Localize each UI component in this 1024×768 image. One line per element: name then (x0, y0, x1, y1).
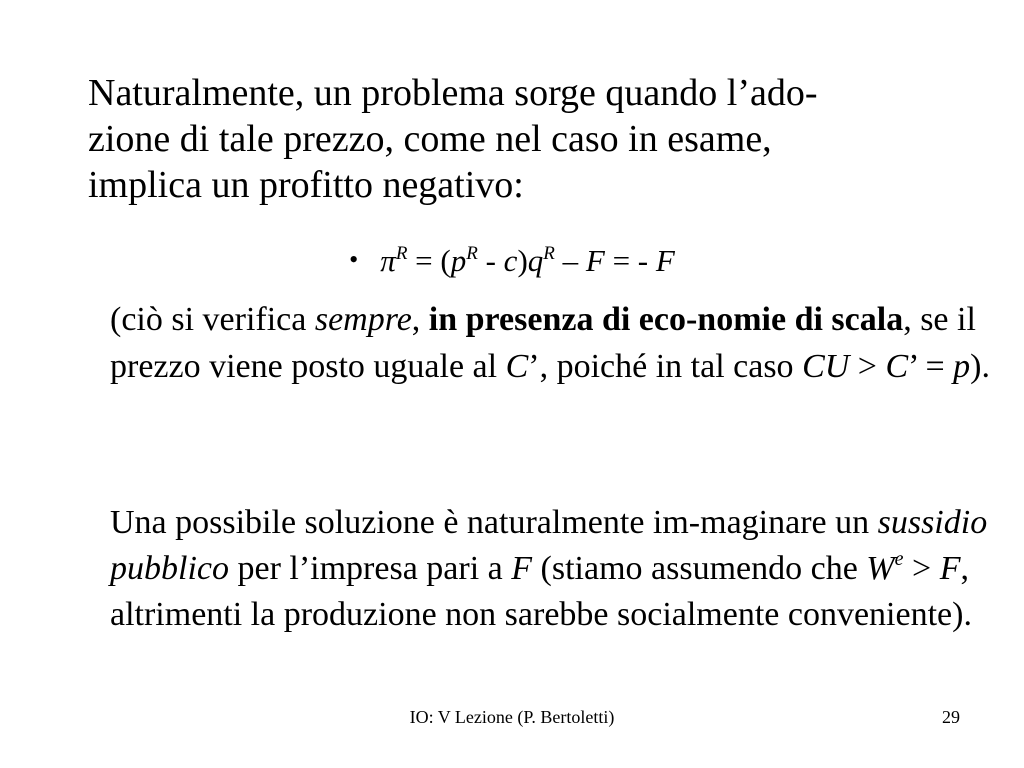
solution-f: F (511, 550, 533, 587)
note-cu: CU (802, 348, 850, 385)
formula-f: F (655, 243, 675, 278)
formula-sup-r: R (466, 243, 478, 264)
formula-minus: - (477, 243, 504, 278)
solution-text: , altrimenti la produzione non sarebbe socialmente conveniente). (110, 550, 972, 633)
formula-p: p (450, 243, 467, 278)
formula-equals-open: = ( (407, 243, 451, 278)
intro-line-2: zione di tale prezzo, come nel caso in esame, (88, 118, 772, 160)
note-text: (ciò si verifica (110, 301, 315, 338)
footer-page-number: 29 (942, 707, 960, 727)
note-text: ). (970, 348, 990, 385)
note-sempre: sempre (314, 301, 412, 338)
formula-equals-minus: = - (604, 243, 656, 278)
solution-text: per l’impresa pari a (228, 550, 512, 587)
solution-text: Una possibile soluzione è naturalmente im-maginare un (110, 504, 878, 541)
formula-bullet-item (0, 240, 1024, 281)
bullet-icon: • (349, 245, 359, 274)
formula-sup-r: R (395, 243, 408, 264)
solution-w: W (866, 550, 895, 587)
note-bold-economies: in presenza di eco-nomie di scala (428, 301, 904, 338)
formula-c: c (503, 243, 518, 278)
solution-subsidy: sussidio pubblico (110, 504, 988, 587)
note-text: > (849, 348, 886, 385)
intro-line-3: implica un profitto negativo: (88, 164, 524, 206)
solution-text: (stiamo assumendo che (532, 550, 867, 587)
note-c: C (505, 348, 529, 385)
solution-text: > (903, 550, 940, 587)
note-p: p (953, 348, 971, 385)
formula-q: q (527, 243, 544, 278)
solution-paragraph (110, 500, 1000, 638)
formula-close-paren: ) (517, 243, 528, 278)
note-text: , se il prezzo viene posto uguale al (110, 301, 976, 385)
formula-minus-dash: – (554, 243, 586, 278)
note-text: ’, poiché in tal caso (528, 348, 803, 385)
formula-sup-r: R (543, 243, 555, 264)
note-c: C (885, 348, 909, 385)
intro-line-1: Naturalmente, un problema sorge quando l’ado- (88, 72, 818, 114)
solution-sup-e: e (894, 548, 904, 570)
note-text: , (411, 301, 429, 338)
note-text: ’ = (908, 348, 954, 385)
intro-paragraph (88, 70, 988, 208)
economies-of-scale-note (110, 296, 990, 390)
solution-f: F (939, 550, 961, 587)
footer-lecture-title: IO: V Lezione (P. Bertoletti) (409, 707, 615, 727)
profit-formula (380, 243, 675, 278)
formula-pi: π (380, 243, 396, 278)
formula-f: F (585, 243, 605, 278)
